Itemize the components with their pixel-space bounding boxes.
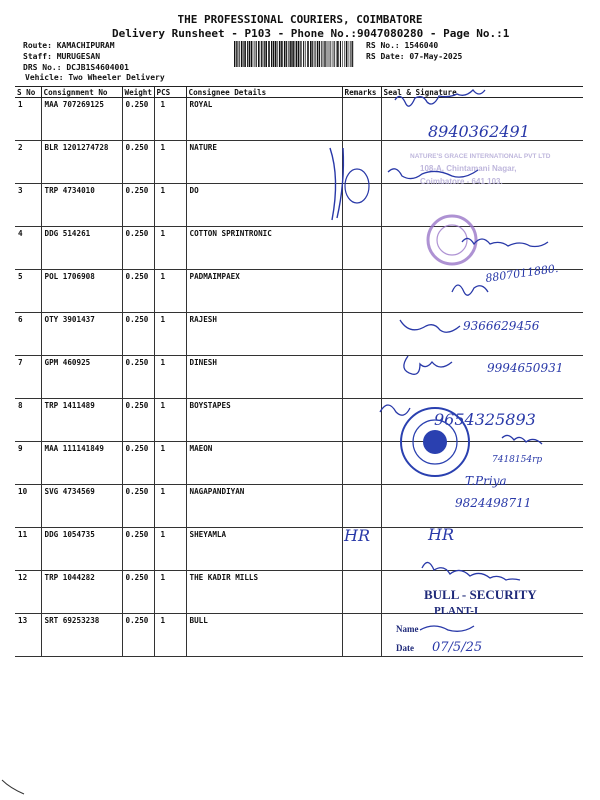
route-label: Route: KAMACHIPURAM — [23, 41, 115, 50]
cell-weight: 0.250 — [122, 227, 154, 270]
vehicle-label: Vehicle: Two Wheeler Delivery — [25, 73, 165, 82]
cell-consignee: PADMAIMPAEX — [186, 270, 342, 313]
cell-seal-signature — [381, 571, 583, 614]
handwritten-signature: HR — [428, 525, 454, 544]
table-header-row — [15, 87, 583, 98]
cell-remarks — [342, 356, 381, 399]
svg-text:NATURE'S GRACE INTERNATIONAL P: NATURE'S GRACE INTERNATIONAL PVT LTD — [410, 153, 551, 160]
cell-remarks — [342, 614, 381, 657]
cell-pcs: 1 — [154, 485, 186, 528]
cell-consignment: OTY 3901437 — [41, 313, 122, 356]
cell-consignee: RAJESH — [186, 313, 342, 356]
cell-weight: 0.250 — [122, 356, 154, 399]
cell-sno: 1 — [15, 98, 41, 141]
handwritten-remark: HR — [344, 526, 370, 545]
cell-pcs: 1 — [154, 98, 186, 141]
cell-consignee: ROYAL — [186, 98, 342, 141]
handwritten-phone: 9366629456 — [463, 319, 540, 333]
cell-remarks — [342, 571, 381, 614]
barcode-icon — [234, 41, 354, 67]
cell-sno: 4 — [15, 227, 41, 270]
table-row — [15, 571, 583, 614]
cell-weight: 0.250 — [122, 98, 154, 141]
table-row — [15, 98, 583, 141]
column-header: Seal & Signature — [381, 87, 583, 98]
cell-remarks — [342, 399, 381, 442]
runsheet-title: Delivery Runsheet - P103 - Phone No.:9047080280 - Page No.:1 — [112, 27, 510, 40]
cell-weight: 0.250 — [122, 442, 154, 485]
cell-weight: 0.250 — [122, 313, 154, 356]
cell-weight: 0.250 — [122, 571, 154, 614]
cell-sno: 8 — [15, 399, 41, 442]
staff-label: Staff: MURUGESAN — [23, 52, 101, 61]
column-header: PCS — [154, 87, 186, 98]
cell-weight: 0.250 — [122, 141, 154, 184]
cell-seal-signature — [381, 98, 583, 141]
cell-seal-signature — [381, 614, 583, 657]
cell-weight: 0.250 — [122, 614, 154, 657]
cell-sno: 7 — [15, 356, 41, 399]
cell-pcs: 1 — [154, 270, 186, 313]
table-row — [15, 313, 583, 356]
cell-seal-signature — [381, 270, 583, 313]
cell-pcs: 1 — [154, 356, 186, 399]
cell-consignee: COTTON SPRINTRONIC — [186, 227, 342, 270]
cell-seal-signature — [381, 184, 583, 227]
runsheet-table — [15, 86, 583, 657]
cell-sno: 5 — [15, 270, 41, 313]
table-row — [15, 528, 583, 571]
handwritten-phone: 9654325893 — [434, 410, 536, 429]
cell-seal-signature — [381, 485, 583, 528]
cell-seal-signature — [381, 442, 583, 485]
cell-seal-signature — [381, 356, 583, 399]
table-row — [15, 184, 583, 227]
table-row — [15, 485, 583, 528]
cell-pcs: 1 — [154, 313, 186, 356]
column-header: Consignment No — [41, 87, 122, 98]
handwritten-phone: 8807011880. — [484, 261, 560, 285]
table-row — [15, 227, 583, 270]
svg-text:PLANT-I: PLANT-I — [434, 605, 479, 617]
cell-remarks — [342, 528, 381, 571]
cell-sno: 2 — [15, 141, 41, 184]
cell-consignee: DO — [186, 184, 342, 227]
cell-sno: 13 — [15, 614, 41, 657]
column-header: Remarks — [342, 87, 381, 98]
rs-date: RS Date: 07-May-2025 — [366, 52, 463, 61]
table-row — [15, 399, 583, 442]
table-row — [15, 270, 583, 313]
cell-consignment: DDG 1054735 — [41, 528, 122, 571]
cell-sno: 12 — [15, 571, 41, 614]
cell-consignee: NATURE — [186, 141, 342, 184]
cell-consignment: TRP 4734010 — [41, 184, 122, 227]
table-row — [15, 141, 583, 184]
cell-consignment: GPM 460925 — [41, 356, 122, 399]
cell-remarks — [342, 141, 381, 184]
cell-seal-signature — [381, 227, 583, 270]
cell-seal-signature — [381, 141, 583, 184]
table-row — [15, 442, 583, 485]
cell-seal-signature — [381, 399, 583, 442]
cell-seal-signature — [381, 313, 583, 356]
column-header: Consignee Details — [186, 87, 342, 98]
cell-consignee: BOYSTAPES — [186, 399, 342, 442]
cell-remarks — [342, 313, 381, 356]
cell-weight: 0.250 — [122, 528, 154, 571]
cell-remarks — [342, 98, 381, 141]
cell-consignee: NAGAPANDIYAN — [186, 485, 342, 528]
svg-text:Coimbatore - 641 103.: Coimbatore - 641 103. — [420, 177, 503, 186]
cell-remarks — [342, 184, 381, 227]
cell-pcs: 1 — [154, 399, 186, 442]
cell-sno: 9 — [15, 442, 41, 485]
cell-pcs: 1 — [154, 528, 186, 571]
cell-consignment: MAA 111141849 — [41, 442, 122, 485]
cell-pcs: 1 — [154, 571, 186, 614]
cell-remarks — [342, 270, 381, 313]
cell-consignment: SVG 4734569 — [41, 485, 122, 528]
cell-remarks — [342, 485, 381, 528]
column-header: S No — [15, 87, 41, 98]
cell-weight: 0.250 — [122, 485, 154, 528]
cell-consignment: DDG 514261 — [41, 227, 122, 270]
column-header: Weight — [122, 87, 154, 98]
svg-text:BULL - SECURITY: BULL - SECURITY — [424, 587, 537, 602]
cell-consignee: BULL — [186, 614, 342, 657]
handwritten-phone: 7418154rp — [492, 455, 543, 465]
svg-text:07/5/25: 07/5/25 — [432, 640, 483, 655]
cell-weight: 0.250 — [122, 399, 154, 442]
svg-text:108-A, Chintamani Nagar,: 108-A, Chintamani Nagar, — [420, 164, 517, 173]
cell-consignment: TRP 1411489 — [41, 399, 122, 442]
cell-remarks — [342, 442, 381, 485]
cell-weight: 0.250 — [122, 270, 154, 313]
cell-consignment: POL 1706908 — [41, 270, 122, 313]
cell-consignee: THE KADIR MILLS — [186, 571, 342, 614]
cell-consignment: SRT 69253238 — [41, 614, 122, 657]
handwritten-name: T.Priya — [465, 474, 507, 488]
cell-consignee: MAEON — [186, 442, 342, 485]
cell-pcs: 1 — [154, 184, 186, 227]
cell-pcs: 1 — [154, 442, 186, 485]
svg-text:Date: Date — [396, 643, 414, 653]
svg-text:Name: Name — [396, 624, 419, 634]
cell-consignment: BLR 1201274728 — [41, 141, 122, 184]
cell-pcs: 1 — [154, 227, 186, 270]
cell-consignee: DINESH — [186, 356, 342, 399]
cell-sno: 6 — [15, 313, 41, 356]
cell-consignee: SHEYAMLA — [186, 528, 342, 571]
cell-sno: 3 — [15, 184, 41, 227]
table-row — [15, 356, 583, 399]
cell-consignment: TRP 1044282 — [41, 571, 122, 614]
cell-pcs: 1 — [154, 141, 186, 184]
cell-sno: 11 — [15, 528, 41, 571]
cell-pcs: 1 — [154, 614, 186, 657]
table-row — [15, 614, 583, 657]
handwritten-phone: 9994650931 — [487, 361, 564, 375]
rs-number: RS No.: 1546040 — [366, 41, 439, 50]
cell-sno: 10 — [15, 485, 41, 528]
cell-remarks — [342, 227, 381, 270]
cell-weight: 0.250 — [122, 184, 154, 227]
handwritten-phone: 8940362491 — [428, 122, 530, 141]
handwritten-phone: 9824498711 — [455, 496, 532, 510]
company-title: THE PROFESSIONAL COURIERS, COIMBATORE — [177, 13, 423, 26]
cell-seal-signature — [381, 528, 583, 571]
drs-number: DRS No.: DCJB1S4604001 — [23, 63, 129, 72]
cell-consignment: MAA 707269125 — [41, 98, 122, 141]
